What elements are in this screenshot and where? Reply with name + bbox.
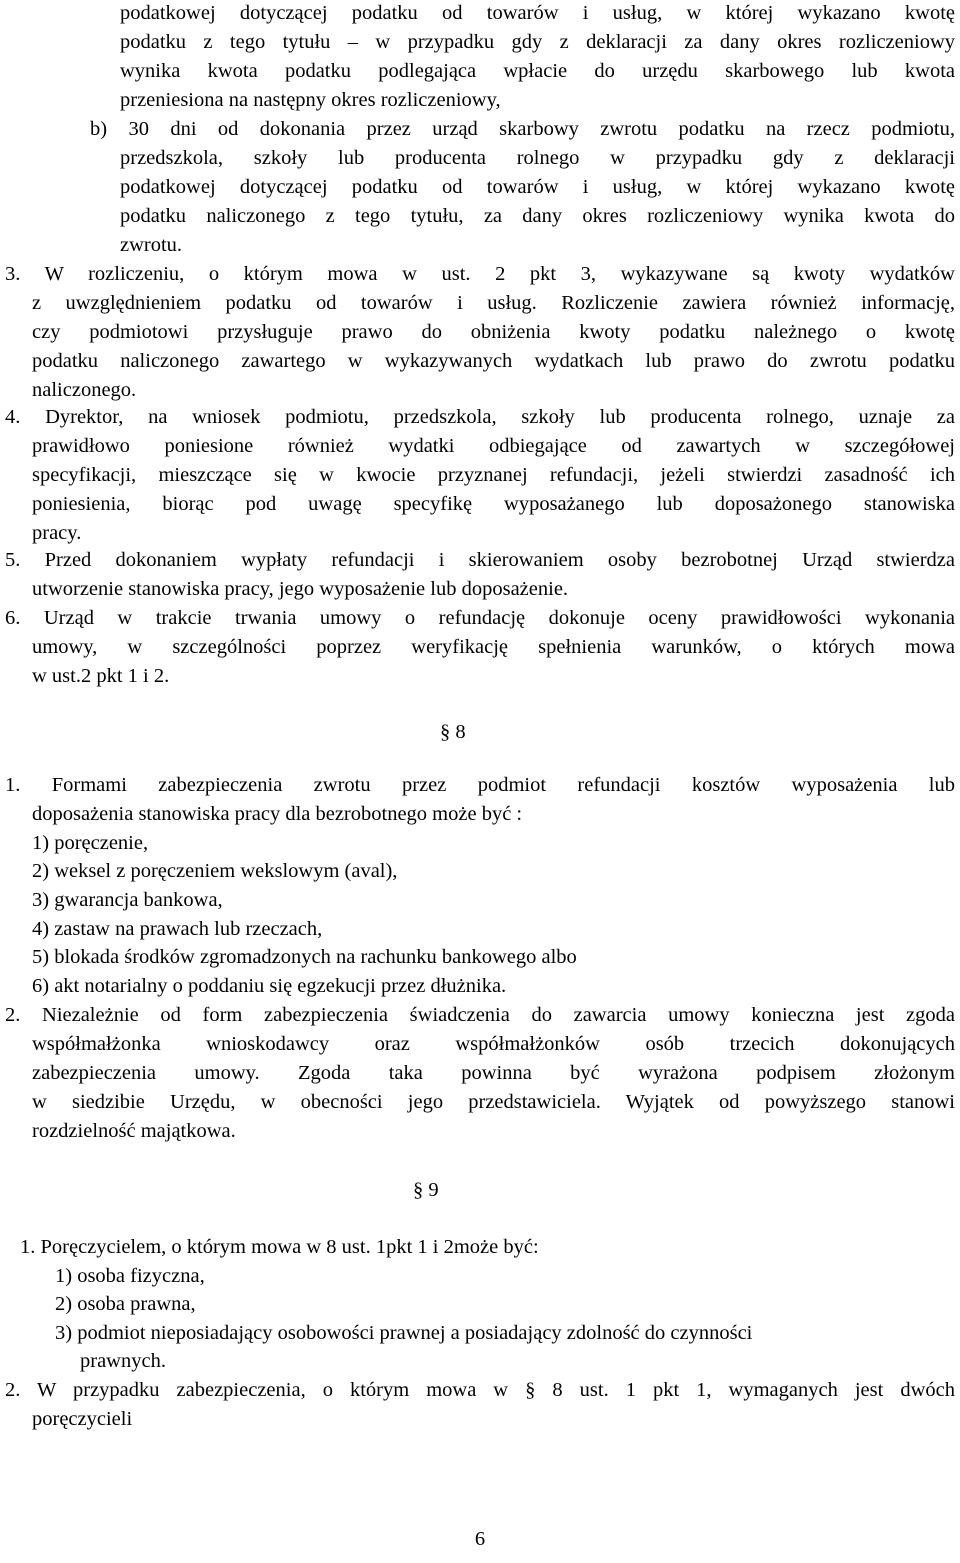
section-heading-8: § 8 xyxy=(440,721,466,743)
list-item-4: 4. Dyrektor, na wniosek podmiotu, przedszkola, szkoły lub producenta rolnego, uznaje za xyxy=(5,406,955,428)
text-line: umowy, w szczególności poprzez weryfikację spełnienia warunków, o których mowa xyxy=(32,636,955,658)
text-line: zwrotu. xyxy=(120,234,183,256)
text-line: wynika kwota podatku podlegająca wpłacie do urzędu skarbowego lub kwota xyxy=(120,60,955,82)
text-line: utworzenie stanowiska pracy, jego wyposażenie lub doposażenie. xyxy=(32,578,569,600)
text-line: z uwzględnieniem podatku od towarów i usług. Rozliczenie zawiera również informację, xyxy=(32,292,955,314)
text-line: współmałżonka wnioskodawcy oraz współmałżonków osób trzecich dokonujących xyxy=(32,1033,955,1055)
text-line: przeniesiona na następny okres rozliczeniowy, xyxy=(120,89,501,111)
text-line: prawidłowo poniesione również wydatki odbiegające od zawartych w szczegółowej xyxy=(32,435,955,457)
sublist-item: 5) blokada środków zgromadzonych na rachunku bankowego albo xyxy=(32,946,577,968)
text-line: czy podmiotowi przysługuje prawo do obniżenia kwoty podatku należnego o kwotę xyxy=(32,321,955,343)
section-heading-9: § 9 xyxy=(413,1179,439,1201)
list-item-3: 3. W rozliczeniu, o którym mowa w ust. 2 pkt 3, wykazywane są kwoty wydatków xyxy=(5,263,955,285)
text-line: rozdzielność majątkowa. xyxy=(32,1120,236,1142)
sublist-item: 3) podmiot nieposiadający osobowości prawnej a posiadający zdolność do czynności xyxy=(55,1322,753,1344)
text-line: zabezpieczenia umowy. Zgoda taka powinna być wyrażona podpisem złożonym xyxy=(32,1062,955,1084)
text-line: podatkowej dotyczącej podatku od towarów i usług, w której wykazano kwotę xyxy=(120,176,955,198)
text-line: prawnych. xyxy=(80,1350,166,1372)
text-line: naliczonego. xyxy=(32,379,137,401)
text-line: podatku naliczonego z tego tytułu, za dany okres rozliczeniowy wynika kwota do xyxy=(120,205,955,227)
text-line: w siedzibie Urzędu, w obecności jego przedstawiciela. Wyjątek od powyższego stanowi xyxy=(32,1091,955,1113)
s8-list-item-1: 1. Formami zabezpieczenia zwrotu przez podmiot refundacji kosztów wyposażenia lub xyxy=(5,774,955,796)
sublist-item: 1) poręczenie, xyxy=(32,832,149,854)
s9-list-item-2: 2. W przypadku zabezpieczenia, o którym mowa w § 8 ust. 1 pkt 1, wymaganych jest dwóch xyxy=(5,1379,955,1401)
sublist-item: 6) akt notarialny o poddaniu się egzekucji przez dłużnika. xyxy=(32,975,507,997)
text-line: pracy. xyxy=(32,522,82,544)
sublist-item: 2) osoba prawna, xyxy=(55,1293,196,1315)
sublist-item: 4) zastaw na prawach lub rzeczach, xyxy=(32,918,323,940)
text-line: w ust.2 pkt 1 i 2. xyxy=(32,665,170,687)
sublist-item: 3) gwarancja bankowa, xyxy=(32,889,223,911)
text-line: poręczycieli xyxy=(32,1408,133,1430)
text-line: przedszkola, szkoły lub producenta rolnego w przypadku gdy z deklaracji xyxy=(120,147,955,169)
sublist-item: 2) weksel z poręczeniem wekslowym (aval), xyxy=(32,860,398,882)
s9-list-item-1: 1. Poręczycielem, o którym mowa w 8 ust. 1pkt 1 i 2może być: xyxy=(20,1236,539,1258)
text-line: podatku z tego tytułu – w przypadku gdy z deklaracji za dany okres rozliczeniowy xyxy=(120,31,955,53)
text-line: poniesienia, biorąc pod uwagę specyfikę wyposażanego lub doposażonego stanowiska xyxy=(32,493,955,515)
text-line: specyfikacji, mieszczące się w kwocie przyznanej refundacji, jeżeli stwierdzi zasadność ich xyxy=(32,464,955,486)
text-line: podatkowej dotyczącej podatku od towarów i usług, w której wykazano kwotę xyxy=(120,2,955,24)
text-line: podatku naliczonego zawartego w wykazywanych wydatkach lub prawo do zwrotu podatku xyxy=(32,350,955,372)
list-item-b: b) 30 dni od dokonania przez urząd skarbowy zwrotu podatku na rzecz podmiotu, xyxy=(90,118,955,140)
s8-list-item-2: 2. Niezależnie od form zabezpieczenia świadczenia do zawarcia umowy konieczna jest zgoda xyxy=(5,1004,955,1026)
list-item-5: 5. Przed dokonaniem wypłaty refundacji i skierowaniem osoby bezrobotnej Urząd stwierdza xyxy=(5,549,955,571)
page-number: 6 xyxy=(474,1528,486,1550)
text-line: doposażenia stanowiska pracy dla bezrobotnego może być : xyxy=(32,803,523,825)
list-item-6: 6. Urząd w trakcie trwania umowy o refundację dokonuje oceny prawidłowości wykonania xyxy=(5,607,955,629)
sublist-item: 1) osoba fizyczna, xyxy=(55,1265,205,1287)
